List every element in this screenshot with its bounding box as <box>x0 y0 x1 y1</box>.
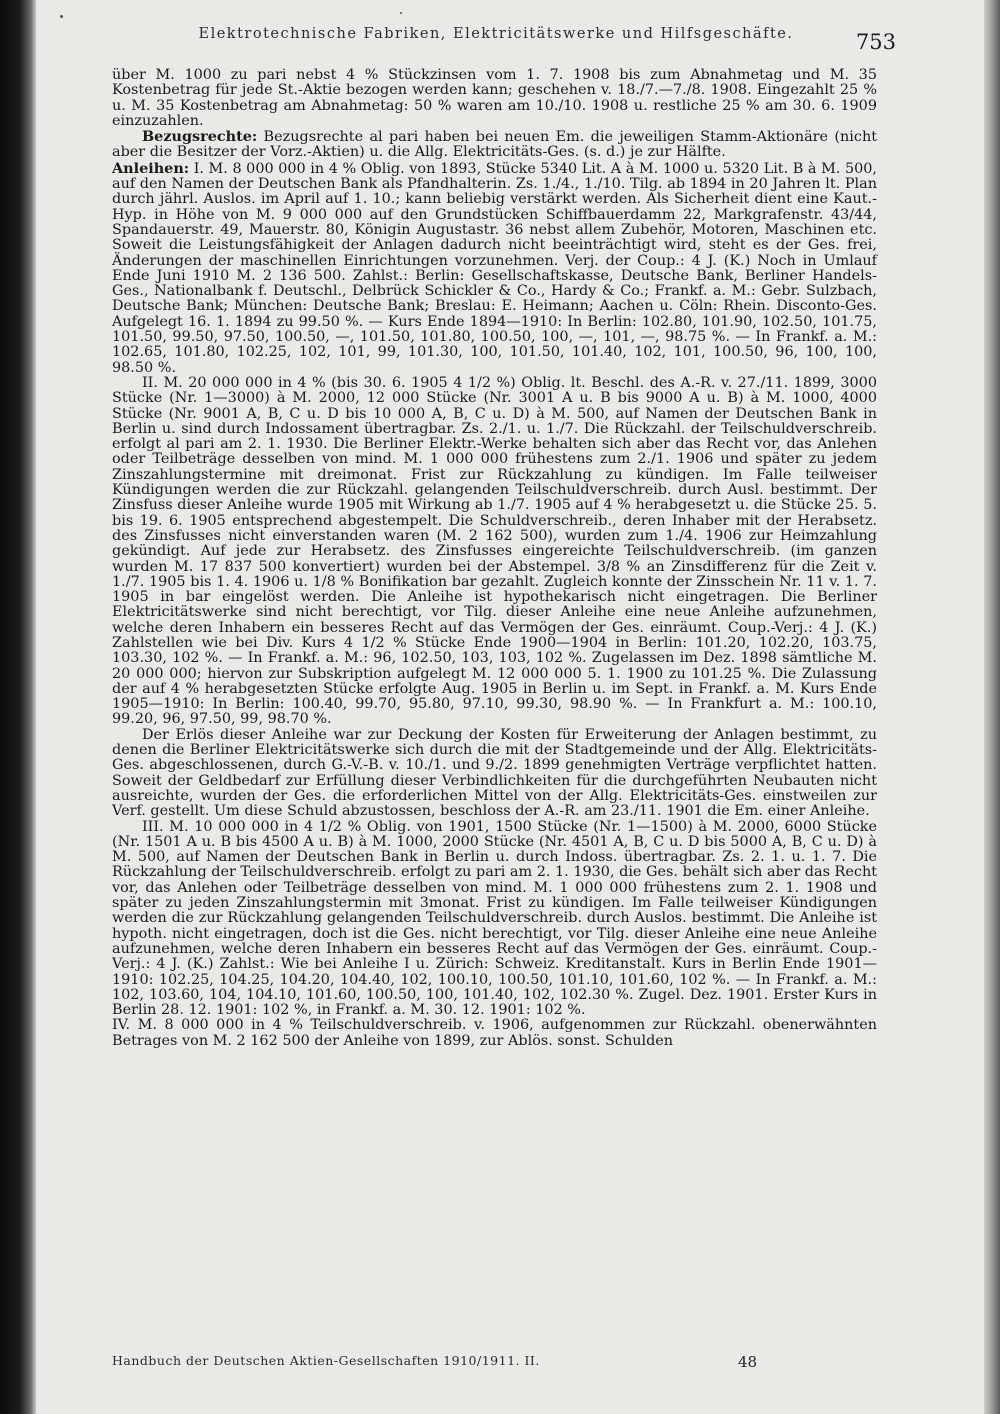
scan-speck <box>400 12 402 14</box>
page-number: 753 <box>855 30 896 54</box>
footer-source: Handbuch der Deutschen Aktien-Gesellschaften 1910/1911. II. <box>112 1353 540 1368</box>
paragraph-anleihen-i <box>112 161 877 376</box>
paragraph-anleihe-iii: III. M. 10 000 000 in 4 1/2 % Oblig. von 1901, 1500 Stücke (Nr. 1—1500) à M. 2000, 6000 Stücke (Nr. 1501 A u. B bis 4500 A u. B) à M. 1000, 2000 Stücke (Nr. 4501 A, B, C u. D bis 5000 A, B, C u. D) à M. 500, auf Namen der Deutschen Bank in Berlin u. durch Indoss. übertragbar. Zs. 2. 1. u. 1. 7. Die Rückzahlung der Teilschuldverschreib. erfolgt zu pari am 2. 1. 1930, die Ges. behält sich aber das Recht vor, das Anlehen oder Teilbeträge desselben von mind. M. 1 000 000 frühestens zum 2. 1. 1908 und später zu jeden Zinszahlungstermin mit 3monat. Frist zu kündigen. Im Falle teilweiser Kündigungen werden die zur Rückzahlung gelangenden Teilschuldverschreib. durch Auslos. bestimmt. Die Anleihe ist hypoth. nicht eingetragen, doch ist die Ges. nicht berechtigt, vor Tilg. dieser Anleihe eine neue Anleihe aufzunehmen, welche deren Inhabern ein besseres Recht auf das Vermögen der Ges. einräumt. Coup.-Verj.: 4 J. (K.) Zahlst.: Wie bei Anleihe I u. Zürich: Schweiz. Kreditanstalt. Kurs in Berlin Ende 1901—1910: 102.25, 104.25, 104.20, 104.40, 102, 100.10, 100.50, 101.10, 101.60, 102 %. — In Frankf. a. M.: 102, 103.60, 104, 104.10, 101.60, 100.50, 100, 101.40, 102, 102.30 %. Zugel. Dez. 1901. Erster Kurs in Berlin 28. 12. 1901: 102 %, in Frankf. a. M. 30. 12. 1901: 102 %. <box>112 818 877 1019</box>
paragraph-subscription-terms: über M. 1000 zu pari nebst 4 % Stückzinsen vom 1. 7. 1908 bis zum Abnahmetag und M. 35 Kostenbetrag für jede St.-Aktie bezogen werden kann; geschehen v. 18./7.—7./8. 1908. Eingezahlt 25 % u. M. 35 Kostenbetrag am Abnahmetag: 50 % waren am 10./10. 1908 u. restliche 25 % am 30. 6. 1909 einzuzahlen. <box>112 67 877 129</box>
anleihe-i-text: I. M. 8 000 000 in 4 % Oblig. von 1893, Stücke 5340 Lit. A à M. 1000 u. 5320 Lit. B à M. 500, auf den Namen der Deutschen Bank als Pfandhalterin. Zs. 1./4., 1./10. Tilg. ab 1894 in 20 Jahren lt. Plan durch jährl. Auslos. im April auf 1. 10.; kann beliebig verstärkt werden. Als Sicherheit dient eine Kaut.-Hyp. in Höhe von M. 9 000 000 auf den Grundstücken Schiffbauerdamm 22, Markgrafenstr. 43/44, Spandauerstr. 49, Mauerstr. 80, Königin Augustastr. 36 nebst allem Zubehör, Motoren, Maschinen etc. Soweit die Leistungsfähigkeit der Anlagen dadurch nicht beeinträchtigt wird, steht es der Ges. frei, Änderungen der maschinellen Einrichtungen vorzunehmen. Verj. der Coup.: 4 J. (K.) Noch in Umlauf Ende Juni 1910 M. 2 136 500. Zahlst.: Berlin: Gesellschaftskasse, Deutsche Bank, Berliner Handels-Ges., Nationalbank f. Deutschl., Delbrück Schickler & Co., Hardy & Co.; Frankf. a. M.: Gebr. Sulzbach, Deutsche Bank; München: Deutsche Bank; Breslau: E. Heimann; Aachen u. Cöln: Rhein. Disconto-Ges. Aufgelegt 16. 1. 1894 zu 99.50 %. — Kurs Ende 1894—1910: In Berlin: 102.80, 101.90, 102.50, 101.75, 101.50, 99.50, 97.50, 100.50, —, 101.50, 101.80, 100.50, 100, —, 101, —, 98.75 %. — In Frankf. a. M.: 102.65, 101.80, 102.25, 102, 101, 99, 101.30, 100, 101.50, 101.40, 102, 101, 100.50, 96, 100, 100, 98.50 %. <box>112 160 877 376</box>
printer-signature: 48 <box>738 1353 758 1371</box>
section-lead-anleihen: Anleihen: <box>112 159 190 177</box>
page-edge-shadow <box>984 0 1000 1414</box>
section-lead-bezugsrechte: Bezugsrechte: <box>142 128 258 146</box>
bezugsrechte-text: Bezugsrechte al pari haben bei neuen Em. die jeweiligen Stamm-Aktionäre (nicht aber die Besitzer der Vorz.-Aktien) u. die Allg. Elektricitäts-Ges. (s. d.) je zur Hälfte. <box>112 129 877 161</box>
paragraph-erloes: Der Erlös dieser Anleihe war zur Deckung der Kosten für Erweiterung der Anlagen bestimmt, zu denen die Berliner Elektricitätswerke sich durch die mit der Stadtgemeinde und der Allg. Elektricitäts-Ges. abgeschlossenen, durch G.-V.-B. v. 10./1. und 9./2. 1899 genehmigten Verträge verpflichtet hatten. Soweit der Geldbedarf zur Erfüllung dieser Verbindlichkeiten für die durchgeführten Neubauten nicht ausreichte, wurden der Ges. die erforderlichen Mittel von der Allg. Elektricitäts-Ges. einstweilen zur Verf. gestellt. Um diese Schuld abzustossen, beschloss der A.-R. am 23./11. 1901 die Em. einer Anleihe. <box>112 726 877 820</box>
paragraph-anleihe-ii: II. M. 20 000 000 in 4 % (bis 30. 6. 1905 4 1/2 %) Oblig. lt. Beschl. des A.-R. v. 27./11. 1899, 3000 Stücke (Nr. 1—3000) à M. 2000, 12 000 Stücke (Nr. 3001 A u. B bis 9000 A u. B) à M. 1000, 4000 Stücke (Nr. 9001 A, B, C u. D bis 10 000 A, B, C u. D) à M. 500, auf Namen der Deutschen Bank in Berlin u. sind durch Indossament übertragbar. Zs. 2./1. u. 1./7. Die Rückzahl. der Teilschuldverschreib. erfolgt al pari am 2. 1. 1930. Die Berliner Elektr.-Werke behalten sich aber das Recht vor, das Anlehen oder Teilbeträge desselben von mind. M. 1 000 000 frühestens zum 2./1. 1906 und später zu jedem Zinszahlungstermine mit dreimonat. Frist zur Rückzahlung zu kündigen. Im Falle teilweiser Kündigungen werden die zur Rückzahl. gelangenden Teilschuldverschreib. durch Ausl. bestimmt. Der Zinsfuss dieser Anleihe wurde 1905 mit Wirkung ab 1./7. 1905 auf 4 % herabgesetzt u. die Stücke 25. 5. bis 19. 6. 1905 entsprechend abgestempelt. Die Schuldverschreib., deren Inhaber mit der Herabsetz. des Zinsfusses nicht einverstanden waren (M. 2 162 500), wurden zum 1./4. 1906 zur Heimzahlung gekündigt. Auf jede zur Herabsetz. des Zinsfusses eingereichte Teilschuldverschreib. (im ganzen wurden M. 17 837 500 konvertiert) wurden bei der Abstempel. 3/8 % an Zinsdifferenz für die Zeit v. 1./7. 1905 bis 1. 4. 1906 u. 1/8 % Bonifikation bar gezahlt. Zugleich konnte der Zinsschein Nr. 11 v. 1. 7. 1905 in bar eingelöst werden. Die Anleihe ist hypothekarisch nicht eingetragen. Die Berliner Elektricitätswerke sind nicht berechtigt, vor Tilg. dieser Anleihe eine neue Anleihe aufzunehmen, welche deren Inhabern ein besseres Recht auf das Vermögen der Ges. einräumt. Coup.-Verj.: 4 J. (K.) Zahlstellen wie bei Div. Kurs 4 1/2 % Stücke Ende 1900—1904 in Berlin: 101.20, 102.20, 103.75, 103.30, 102 %. — In Frankf. a. M.: 96, 102.50, 103, 103, 102 %. Zugelassen im Dez. 1898 sämtliche M. 20 000 000; hiervon zur Subskription aufgelegt M. 12 000 000 5. 1. 1900 zu 101.25 %. Die Zulassung der auf 4 % herabgesetzten Stücke erfolgte Aug. 1905 in Berlin u. im Sept. in Frankf. a. M. Kurs Ende 1905—1910: In Berlin: 100.40, 99.70, 95.80, 97.10, 99.30, 98.90 %. — In Frankfurt a. M.: 100.10, 99.20, 96, 97.50, 99, 98.70 %. <box>112 374 877 728</box>
running-header: Elektrotechnische Fabriken, Elektricitätswerke und Hilfsgeschäfte. <box>198 26 794 42</box>
scan-speck <box>60 15 63 18</box>
body-text <box>112 68 877 1049</box>
paragraph-bezugsrechte <box>112 129 877 161</box>
paragraph-anleihe-iv: IV. M. 8 000 000 in 4 % Teilschuldverschreib. v. 1906, aufgenommen zur Rückzahl. obenerwähnten Betrages von M. 2 162 500 der Anleihe von 1899, zur Ablös. sonst. Schulden <box>112 1017 877 1049</box>
book-binding-shadow <box>0 0 36 1414</box>
